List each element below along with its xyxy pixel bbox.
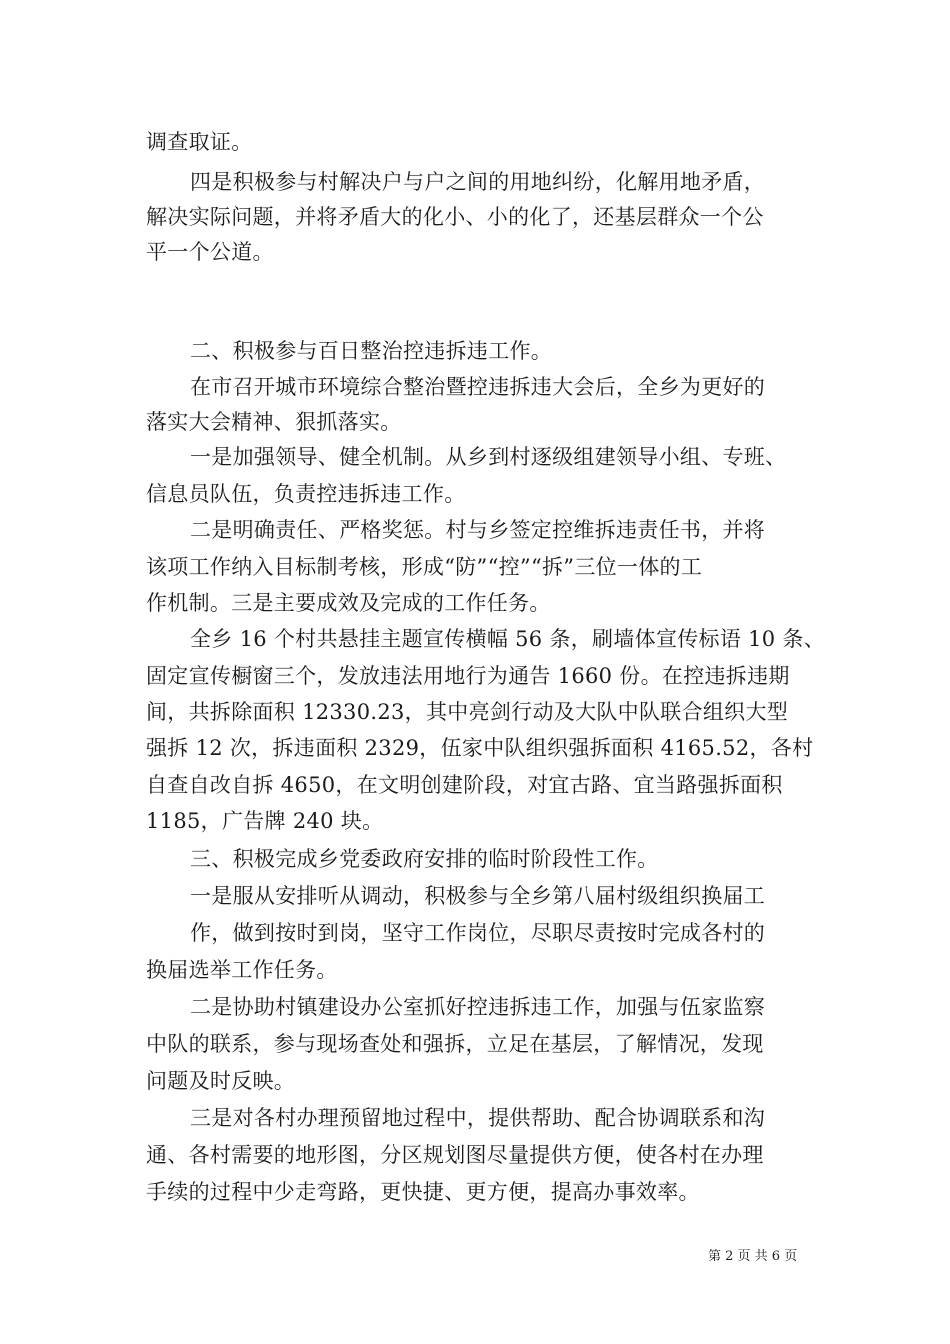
text-line: 二是协助村镇建设办公室抓好控违拆违工作，加强与伍家监察 [190,995,766,1019]
text-line: 1185，广告牌 240 块。 [146,809,384,833]
text-line: 解决实际问题，并将矛盾大的化小、小的化了，还基层群众一个公 [146,205,764,229]
section-heading: 三、积极完成乡党委政府安排的临时阶段性工作。 [190,847,659,871]
text-line: 落实大会精神、狠抓落实。 [146,410,402,434]
text-line: 自查自改自拆 4650，在文明创建阶段，对宜古路、宜当路强拆面积 [146,773,783,797]
text-line: 作机制。三是主要成效及完成的工作任务。 [146,591,551,615]
text-line: 三是对各村办理预留地过程中，提供帮助、配合协调联系和沟 [190,1106,766,1130]
text-line: 强拆 12 次，拆违面积 2329，伍家中队组织强拆面积 4165.52，各村 [146,736,814,760]
text-line: 平一个公道。 [146,240,274,264]
text-line: 手续的过程中少走弯路，更快捷、更方便，提高办事效率。 [146,1180,700,1204]
text-line: 问题及时反映。 [146,1069,296,1093]
section-heading: 二、积极参与百日整治控违拆违工作。 [190,339,553,363]
text-line: 调查取证。 [146,130,253,154]
text-line: 间，共拆除面积 12330.23，其中亮剑行动及大队中队联合组织大型 [146,700,789,724]
text-line: 信息员队伍，负责控违拆违工作。 [146,482,466,506]
text-line: 通、各村需要的地形图，分区规划图尽量提供方便，使各村在办理 [146,1143,764,1167]
text-line: 该项工作纳入目标制考核，形成“防”“控”“拆”三位一体的工 [146,555,703,579]
text-line: 全乡 16 个村共悬挂主题宣传横幅 56 条，刷墙体宣传标语 10 条、 [190,627,826,651]
text-line: 一是加强领导、健全机制。从乡到村逐级组建领导小组、专班、 [190,445,787,469]
text-line: 四是积极参与村解决户与户之间的用地纠纷，化解用地矛盾， [190,170,766,194]
text-line: 在市召开城市环境综合整治暨控违拆违大会后，全乡为更好的 [190,375,766,399]
page-number: 第 2 页 共 6 页 [708,1249,798,1264]
text-line: 中队的联系，参与现场查处和强拆，立足在基层，了解情况，发现 [146,1032,764,1056]
text-line: 一是服从安排听从调动，积极参与全乡第八届村级组织换届工 [190,884,766,908]
text-line: 二是明确责任、严格奖惩。村与乡签定控维拆违责任书，并将 [190,518,766,542]
text-line: 换届选举工作任务。 [146,958,338,982]
text-line: 作，做到按时到岗，坚守工作岗位，尽职尽责按时完成各村的 [190,921,766,945]
text-line: 固定宣传橱窗三个，发放违法用地行为通告 1660 份。在控违拆违期 [146,664,790,688]
